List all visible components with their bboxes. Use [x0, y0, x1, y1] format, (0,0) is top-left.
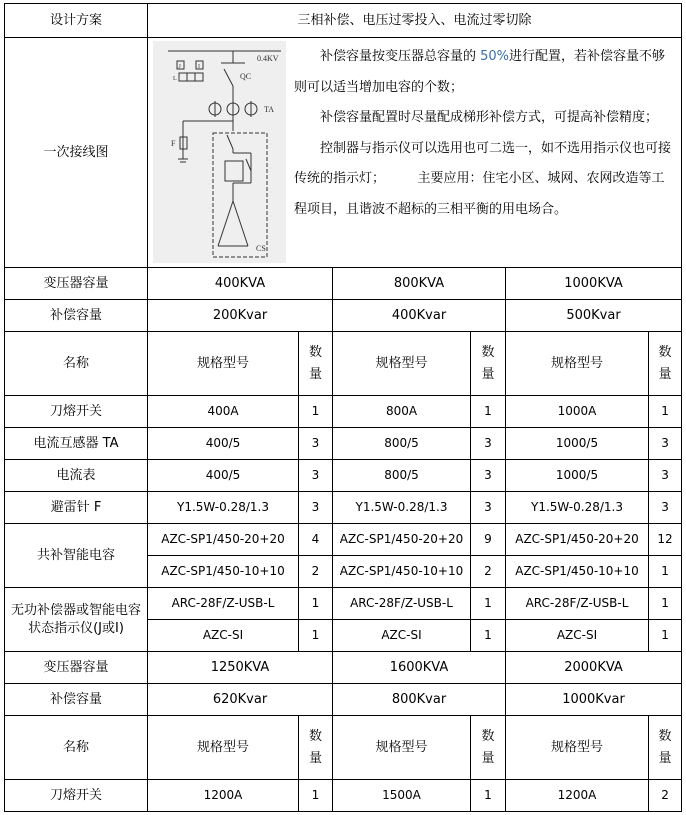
qty-header: 数量 [471, 332, 506, 396]
spec-header: 规格型号 [148, 332, 299, 396]
transformer-value: 1000KVA [506, 268, 682, 300]
transformer-value: 800KVA [333, 268, 506, 300]
svg-text:TA: TA [264, 105, 275, 114]
item-label: 共补智能电容 [5, 524, 148, 588]
spec-cell: Y1.5W-0.28/1.3 [148, 492, 299, 524]
spec-cell: 400/5 [148, 460, 299, 492]
spec-cell: 1000/5 [506, 428, 649, 460]
transformer-value: 2000KVA [506, 652, 682, 684]
spec-cell: 1200A [148, 780, 299, 812]
table-row [5, 588, 682, 620]
spec-cell: ARC-28F/Z-USB-L [333, 588, 471, 620]
qty-cell: 9 [471, 524, 506, 556]
name-header: 名称 [5, 332, 148, 396]
paragraph-text: 控制器与指示仪可以选用也可二选一，如不选用指示仪也可接传统的指示灯； 主要应用：住宅小区、城网、农网改造等工程项目，且谐波不超标的三相平衡的用电场合。 [294, 140, 672, 217]
spec-cell: ARC-28F/Z-USB-L [148, 588, 299, 620]
design-value: 三相补偿、电压过零投入、电流过零切除 [148, 4, 682, 38]
svg-text:CS: CS [256, 244, 266, 253]
qty-cell: 1 [649, 620, 682, 652]
item-label: 电流互感器 TA [5, 428, 148, 460]
spec-cell: AZC-SI [506, 620, 649, 652]
spec-cell: 800/5 [333, 428, 471, 460]
transformer-row [5, 268, 682, 300]
qty-cell: 1 [299, 620, 333, 652]
compensation-label: 补偿容量 [5, 684, 148, 716]
paragraph-text: 补偿容量按变压器总容量的 [320, 49, 481, 64]
qty-cell: 1 [649, 396, 682, 428]
diagram-label: 一次接线图 [5, 38, 148, 268]
spec-cell: AZC-SP1/450-20+20 [506, 524, 649, 556]
spec-cell: AZC-SP1/450-20+20 [148, 524, 299, 556]
svg-text:0.4KV: 0.4KV [257, 54, 279, 63]
spec-header: 规格型号 [333, 332, 471, 396]
description-paragraph [294, 134, 677, 226]
qty-cell: 1 [649, 556, 682, 588]
compensation-value: 620Kvar [148, 684, 333, 716]
item-label: 避雷针 F [5, 492, 148, 524]
spec-cell: 800/5 [333, 460, 471, 492]
highlight-percent: 50% [480, 49, 510, 64]
wiring-diagram [153, 41, 286, 263]
qty-cell: 2 [649, 780, 682, 812]
spec-header: 规格型号 [148, 716, 299, 780]
qty-cell: 3 [649, 492, 682, 524]
compensation-value: 200Kvar [148, 300, 333, 332]
compensation-value: 400Kvar [333, 300, 506, 332]
paragraph-text: 补偿容量配置时尽量配成梯形补偿方式，可提高补偿精度； [320, 110, 659, 125]
qty-cell: 1 [649, 588, 682, 620]
spec-cell: 400/5 [148, 428, 299, 460]
item-label: 刀熔开关 [5, 780, 148, 812]
spec-cell: 400A [148, 396, 299, 428]
qty-cell: 4 [299, 524, 333, 556]
transformer-row [5, 652, 682, 684]
transformer-label: 变压器容量 [5, 268, 148, 300]
spec-cell: AZC-SP1/450-10+10 [506, 556, 649, 588]
svg-text:I: I [198, 64, 200, 70]
spec-cell: AZC-SI [148, 620, 299, 652]
spec-cell: Y1.5W-0.28/1.3 [333, 492, 471, 524]
qty-cell: 1 [299, 588, 333, 620]
svg-text:L: L [173, 76, 177, 82]
spec-cell: 800A [333, 396, 471, 428]
compensation-value: 1000Kvar [506, 684, 682, 716]
qty-header: 数量 [471, 716, 506, 780]
item-label: 刀熔开关 [5, 396, 148, 428]
qty-cell: 3 [471, 460, 506, 492]
qty-cell: 3 [299, 460, 333, 492]
table-row [5, 460, 682, 492]
diagram-row [5, 38, 682, 268]
svg-text:F: F [171, 139, 176, 148]
description-paragraph [294, 103, 677, 134]
description-paragraph [294, 42, 677, 103]
table-row [5, 492, 682, 524]
design-label: 设计方案 [5, 4, 148, 38]
qty-cell: 2 [299, 556, 333, 588]
column-header-row [5, 716, 682, 780]
spec-cell: AZC-SP1/450-10+10 [333, 556, 471, 588]
spec-header: 规格型号 [506, 332, 649, 396]
qty-cell: 2 [471, 556, 506, 588]
transformer-value: 1250KVA [148, 652, 333, 684]
transformer-label: 变压器容量 [5, 652, 148, 684]
item-label: 电流表 [5, 460, 148, 492]
qty-cell: 1 [471, 588, 506, 620]
svg-text:J: J [178, 64, 181, 70]
spec-cell: 1000/5 [506, 460, 649, 492]
qty-header: 数量 [649, 716, 682, 780]
qty-cell: 1 [471, 780, 506, 812]
compensation-value: 800Kvar [333, 684, 506, 716]
item-label: 无功补偿器或智能电容状态指示仪(J或I) [5, 588, 148, 652]
spec-cell: AZC-SP1/450-20+20 [333, 524, 471, 556]
qty-cell: 3 [299, 428, 333, 460]
design-row [5, 4, 682, 38]
qty-cell: 1 [299, 396, 333, 428]
spec-cell: AZC-SP1/450-10+10 [148, 556, 299, 588]
spec-cell: 1500A [333, 780, 471, 812]
spec-cell: AZC-SI [333, 620, 471, 652]
transformer-value: 1600KVA [333, 652, 506, 684]
spec-cell: 1000A [506, 396, 649, 428]
qty-cell: 3 [471, 428, 506, 460]
table-row [5, 396, 682, 428]
qty-cell: 1 [471, 396, 506, 428]
qty-cell: 3 [649, 460, 682, 492]
description [292, 38, 681, 267]
name-header: 名称 [5, 716, 148, 780]
table-row [5, 780, 682, 812]
qty-cell: 1 [471, 620, 506, 652]
spec-cell: Y1.5W-0.28/1.3 [506, 492, 649, 524]
qty-cell: 1 [299, 780, 333, 812]
transformer-value: 400KVA [148, 268, 333, 300]
qty-header: 数量 [649, 332, 682, 396]
qty-cell: 12 [649, 524, 682, 556]
table-row [5, 428, 682, 460]
qty-header: 数量 [299, 716, 333, 780]
qty-cell: 3 [299, 492, 333, 524]
column-header-row [5, 332, 682, 396]
spec-cell: ARC-28F/Z-USB-L [506, 588, 649, 620]
compensation-row [5, 300, 682, 332]
paragraph-text: 进行配置，若补偿容量不够则可以适当增加电容的个数； [294, 49, 666, 95]
qty-cell: 3 [471, 492, 506, 524]
table-row [5, 524, 682, 556]
compensation-value: 500Kvar [506, 300, 682, 332]
spec-header: 规格型号 [333, 716, 471, 780]
compensation-row [5, 684, 682, 716]
compensation-label: 补偿容量 [5, 300, 148, 332]
spec-table [4, 3, 682, 812]
qty-cell: 3 [649, 428, 682, 460]
spec-cell: 1200A [506, 780, 649, 812]
svg-text:QC: QC [240, 72, 252, 81]
qty-header: 数量 [299, 332, 333, 396]
spec-header: 规格型号 [506, 716, 649, 780]
